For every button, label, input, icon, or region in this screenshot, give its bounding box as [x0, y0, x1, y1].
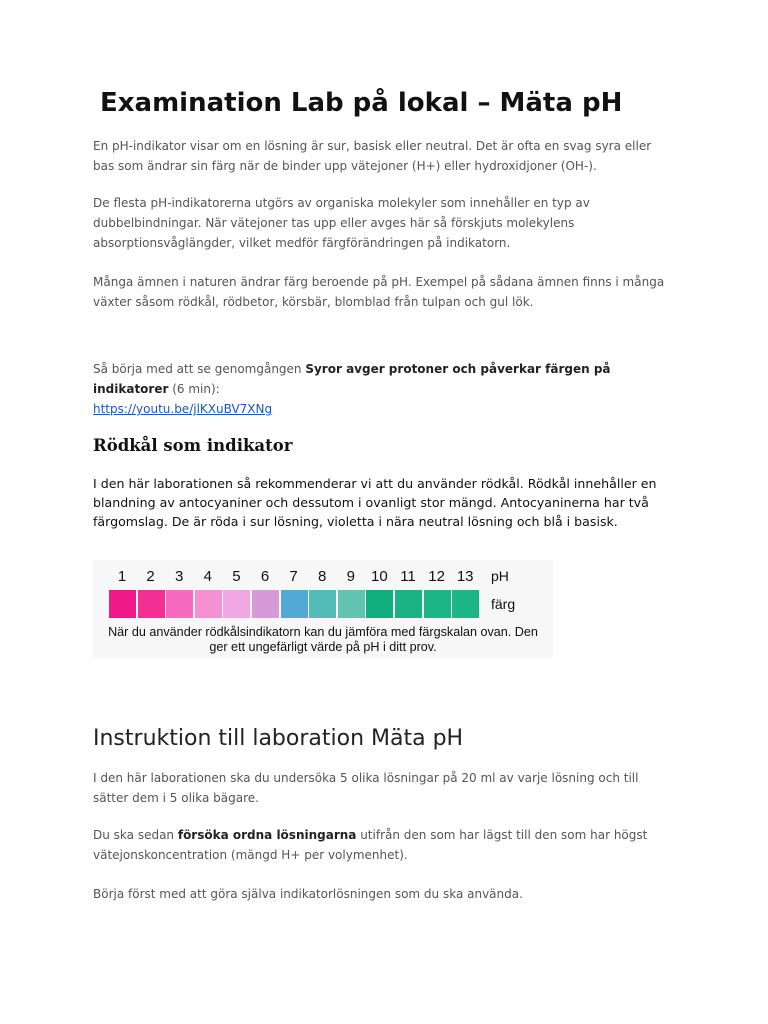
video-title: Syror avger protoner och påverkar färgen på indikatorer: [93, 362, 611, 396]
ph-color-swatch: [338, 590, 365, 618]
video-link[interactable]: https://youtu.be/jlKXuBV7XNg: [93, 402, 273, 416]
ph-number: 8: [318, 568, 327, 585]
ph-number: 2: [146, 568, 155, 585]
ph-color-swatch: [138, 590, 165, 618]
ph-number: 4: [203, 568, 212, 585]
ph-number: 10: [371, 568, 388, 585]
instruction-p2-suffix: utifrån den som har lägst till den som har högst vätejonskoncentration (mängd H+ per volymenhet).: [93, 828, 648, 862]
ph-color-swatch: [195, 590, 222, 618]
instruction-p2-prefix: Du ska sedan: [93, 828, 178, 842]
instruction-paragraph-1: I den här laborationen ska du undersöka 5 olika lösningar på 20 ml av varje lösning och till sätter dem i 5 olika bägare.: [93, 771, 639, 805]
ph-number: 7: [289, 568, 298, 585]
color-label: färg: [491, 596, 516, 612]
intro-paragraph-1: En pH-indikator visar om en lösning är sur, basisk eller neutral. Det är ofta en svag syra eller bas som ändrar sin färg när de binder upp vätejoner (H+) eller hydroxidjoner (OH-).: [93, 139, 652, 173]
intro-paragraph-3: Många ämnen i naturen ändrar färg beroende på pH. Exempel på sådana ämnen finns i många växter såsom rödkål, rödbetor, körsbär, blomblad från tulpan och gul lök.: [93, 275, 665, 309]
ph-color-scale-image: [93, 560, 553, 658]
instruction-p2-bold: försöka ordna lösningarna: [177, 828, 357, 842]
ph-number: 13: [456, 568, 474, 585]
ph-color-swatch: [223, 590, 250, 618]
instruction-heading: Instruktion till laboration Mäta pH: [93, 726, 464, 751]
instruction-paragraph-2: [93, 825, 673, 865]
ph-color-swatch: [281, 590, 308, 618]
ph-number: 1: [117, 568, 127, 585]
ph-color-swatch: [366, 590, 393, 618]
ph-color-swatch: [452, 590, 479, 618]
ph-label: pH: [491, 568, 509, 584]
ph-number: 6: [260, 568, 270, 585]
ph-color-swatch: [424, 590, 451, 618]
ph-color-swatch: [309, 590, 336, 618]
instruction-paragraph-3: Börja först med att göra själva indikatorlösningen som du ska använda.: [93, 887, 523, 901]
scale-caption-line-1: När du använder rödkålsindikatorn kan du jämföra med färgskalan ovan. Den: [108, 625, 538, 639]
ph-number: 11: [400, 568, 416, 585]
video-intro-paragraph: [93, 359, 673, 419]
scale-caption-line-2: ger ett ungefärligt värde på pH i ditt prov.: [209, 640, 437, 654]
ph-number: 5: [232, 568, 241, 585]
section-paragraph: I den här laborationen så rekommenderar vi att du använder rödkål. Rödkål innehåller en blandning av antocyaniner och dessutom i ovanligt stor mängd. Antocyaninerna har två färgomslag. De är röda i sur lösning, violetta i nära neutral lösning och blå i basisk.: [93, 476, 657, 529]
ph-color-swatch: [109, 590, 136, 618]
ph-color-swatch: [395, 590, 422, 618]
intro-paragraph-2: De flesta pH-indikatorerna utgörs av organiska molekyler som innehåller en typ av dubbelbindningar. När vätejoner tas upp eller avges här så förskjuts molekylens absorptionsvåglängder, vilket medför färgförändringen på indikatorn.: [93, 196, 590, 250]
section-heading-rodkal: Rödkål som indikator: [93, 436, 293, 455]
ph-number: 3: [175, 568, 184, 585]
video-intro-prefix: Så börja med att se genomgången: [93, 362, 306, 376]
ph-number: 12: [428, 568, 445, 585]
video-intro-suffix: (6 min):: [168, 382, 220, 396]
document-title: Examination Lab på lokal – Mäta pH: [100, 88, 623, 118]
ph-color-swatch: [252, 590, 279, 618]
ph-color-swatch: [166, 590, 193, 618]
ph-number: 9: [346, 568, 355, 585]
